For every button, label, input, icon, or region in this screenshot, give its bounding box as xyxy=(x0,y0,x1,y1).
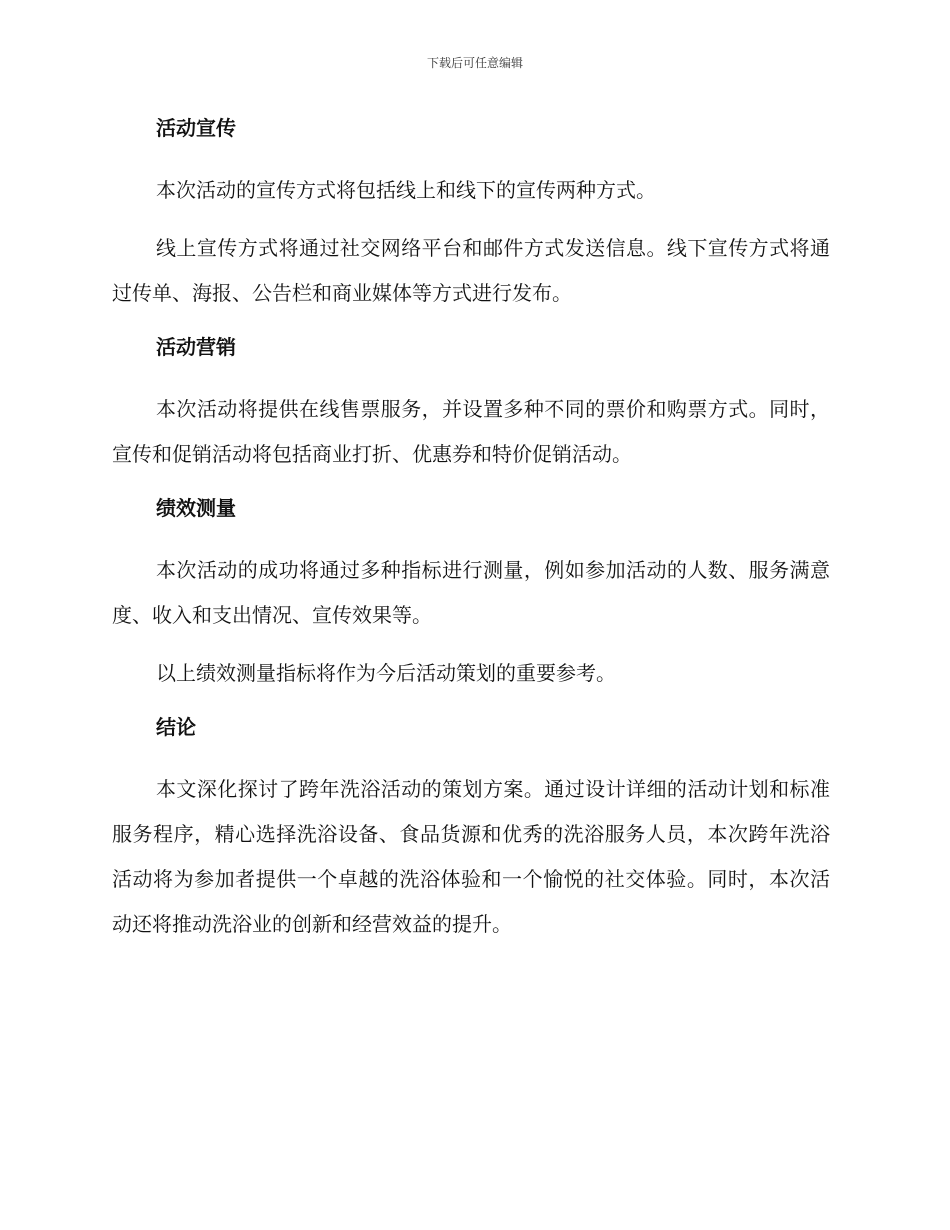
paragraph: 本次活动的宣传方式将包括线上和线下的宣传两种方式。 xyxy=(156,178,656,202)
section-title-conclusion: 结论 xyxy=(156,715,196,739)
section-marketing xyxy=(112,329,830,477)
document-body xyxy=(112,110,830,960)
paragraph: 线上宣传方式将通过社交网络平台和邮件方式发送信息。线下宣传方式将通过传单、海报、公告栏和商业媒体等方式进行发布。 xyxy=(112,236,830,305)
section-title-marketing: 活动营销 xyxy=(156,335,236,359)
section-title-promotion: 活动宣传 xyxy=(156,116,236,140)
section-title-performance: 绩效测量 xyxy=(156,496,236,520)
section-conclusion xyxy=(112,709,830,947)
paragraph: 以上绩效测量指标将作为今后活动策划的重要参考。 xyxy=(156,661,616,685)
header-note: 下载后可任意编辑 xyxy=(426,56,523,70)
paragraph: 本文深化探讨了跨年洗浴活动的策划方案。通过设计详细的活动计划和标准服务程序，精心选择洗浴设备、食品货源和优秀的洗浴服务人员，本次跨年洗浴活动将为参加者提供一个卓越的洗浴体验和一个愉悦的社交体验。同时，本次活动还将推动洗浴业的创新和经营效益的提升。 xyxy=(112,777,830,936)
paragraph: 本次活动的成功将通过多种指标进行测量，例如参加活动的人数、服务满意度、收入和支出情况、宣传效果等。 xyxy=(112,558,830,627)
section-promotion xyxy=(112,110,830,316)
paragraph: 本次活动将提供在线售票服务，并设置多种不同的票价和购票方式。同时，宣传和促销活动将包括商业打折、优惠券和特价促销活动。 xyxy=(112,397,830,466)
section-performance xyxy=(112,490,830,696)
